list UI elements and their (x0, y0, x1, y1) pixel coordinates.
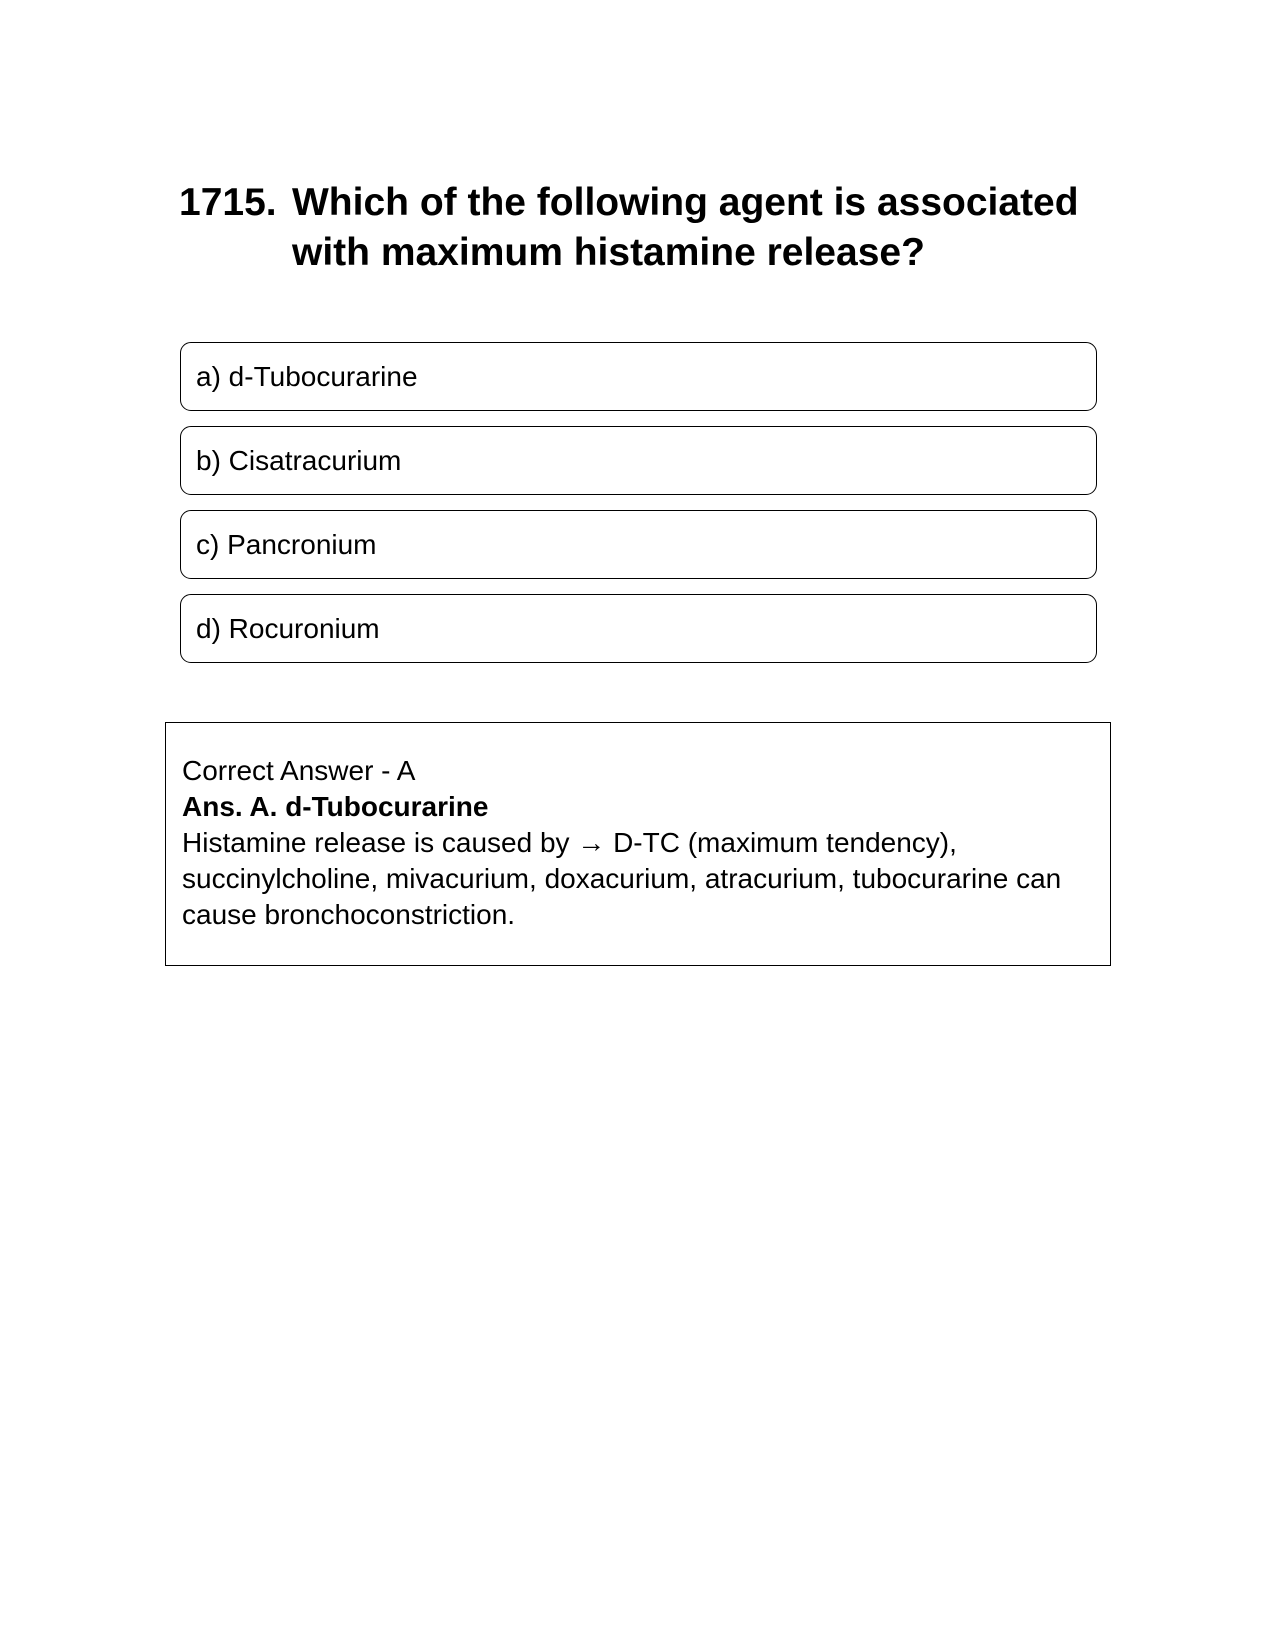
answer-heading: Ans. A. d-Tubocurarine (182, 791, 489, 822)
question-number: 1715. (179, 181, 277, 224)
option-d[interactable]: d) Rocuronium (180, 594, 1097, 663)
correct-answer: Correct Answer - A (182, 755, 416, 786)
answer-box (165, 722, 1111, 966)
question (179, 178, 1109, 278)
option-b[interactable]: b) Cisatracurium (180, 426, 1097, 495)
option-a[interactable]: a) d-Tubocurarine (180, 342, 1097, 411)
answer-explanation: Histamine release is caused by → D-TC (maximum tendency), succinylcholine, mivacurium, doxacurium, atracurium, tubocurarine can cause bronchoconstriction. (182, 827, 1062, 930)
question-text: Which of the following agent is associated with maximum histamine release? (292, 181, 1079, 274)
options-list (180, 342, 1097, 678)
option-c[interactable]: c) Pancronium (180, 510, 1097, 579)
